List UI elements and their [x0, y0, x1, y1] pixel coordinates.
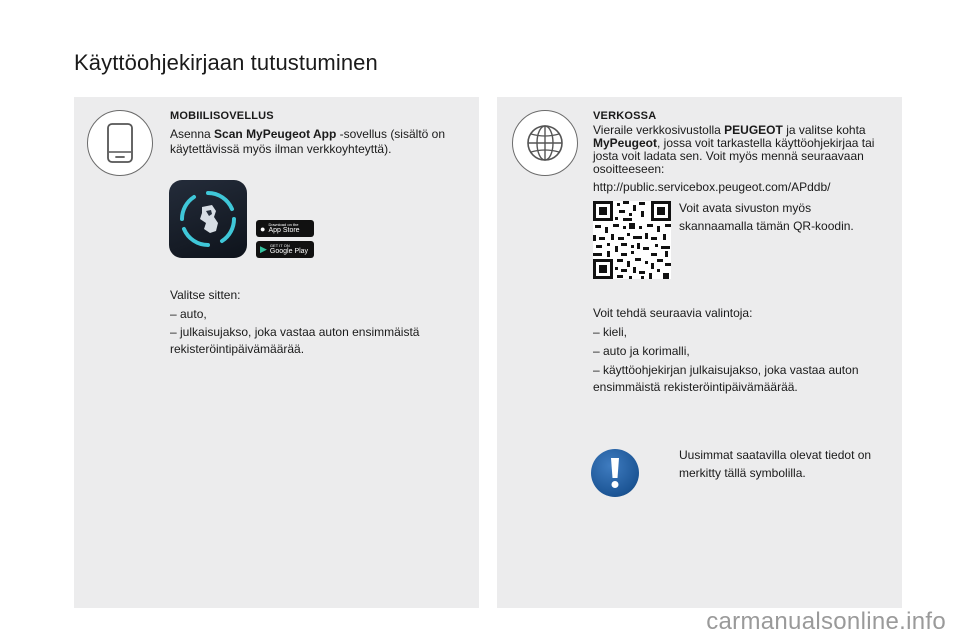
- apple-icon: ●: [260, 223, 266, 234]
- select-item-car: – auto,: [170, 307, 207, 321]
- select-item-period: – julkaisujakso, joka vastaa auton ensimmäistä: [170, 325, 420, 339]
- choice-language: – kieli,: [593, 325, 628, 339]
- choice-car-body: – auto ja korimalli,: [593, 344, 690, 358]
- qr-text-line1: Voit avata sivuston myös: [679, 201, 812, 215]
- choice-period-cont: ensimmäistä rekisteröintipäivämäärää.: [593, 380, 798, 394]
- smartphone-icon: [87, 110, 153, 176]
- app-name: Scan MyPeugeot App: [214, 127, 337, 141]
- select-intro: Valitse sitten:: [170, 288, 241, 302]
- google-play-icon: ▶: [260, 244, 267, 254]
- peugeot-lion-icon: [200, 205, 218, 233]
- visit-line4: osoitteeseen:: [593, 162, 665, 176]
- page-title: Käyttöohjekirjaan tutustuminen: [74, 50, 378, 75]
- globe-icon: [512, 110, 578, 176]
- note-line1: Uusimmat saatavilla olevat tiedot on: [679, 448, 872, 462]
- choices-intro: Voit tehdä seuraavia valintoja:: [593, 306, 753, 320]
- install-line2: käytettävissä myös ilman verkkoyhteyttä).: [170, 142, 392, 156]
- note-line2: merkitty tällä symbolilla.: [679, 466, 806, 480]
- google-play-badge[interactable]: [256, 241, 314, 258]
- watermark: carmanualsonline.info: [706, 608, 946, 635]
- google-play-small-text: GET IT ON: [269, 243, 290, 248]
- install-instruction: [170, 127, 470, 157]
- brand-name: PEUGEOT: [724, 123, 783, 137]
- google-play-label: Google Play: [269, 248, 309, 255]
- mobile-app-heading: MOBIILISOVELLUS: [170, 110, 274, 122]
- qr-code[interactable]: [593, 201, 671, 279]
- select-item-period-cont: rekisteröintipäivämäärää.: [170, 342, 305, 356]
- manual-url[interactable]: http://public.servicebox.peugeot.com/APddb/: [593, 180, 831, 194]
- mobile-app-panel: [74, 97, 479, 608]
- visit-line2: , jossa voit tarkastella käyttöohjekirjaa tai: [657, 136, 875, 150]
- qr-text-line2: skannaamalla tämän QR-koodin.: [679, 219, 854, 233]
- app-store-badge[interactable]: [256, 220, 314, 237]
- visit-line3: josta voit ladata sen. Voit myös mennä seuraavaan: [593, 149, 864, 163]
- mypeugeot-label: MyPeugeot: [593, 136, 658, 150]
- online-instructions: [593, 124, 893, 176]
- visit-suffix: ja valitse kohta: [782, 123, 866, 137]
- visit-prefix: Vieraile verkkosivustolla: [593, 123, 725, 137]
- online-panel: [497, 97, 902, 608]
- choice-period: – käyttöohjekirjan julkaisujakso, joka vastaa auton: [593, 363, 859, 377]
- exclamation-icon: [591, 449, 639, 497]
- install-prefix: Asenna: [170, 127, 215, 141]
- app-store-label: App Store: [268, 227, 300, 234]
- install-suffix: -sovellus (sisältö on: [336, 127, 446, 141]
- online-heading: VERKOSSA: [593, 110, 657, 122]
- peugeot-app-icon[interactable]: [169, 180, 247, 258]
- app-store-small-text: Download on the: [268, 222, 299, 227]
